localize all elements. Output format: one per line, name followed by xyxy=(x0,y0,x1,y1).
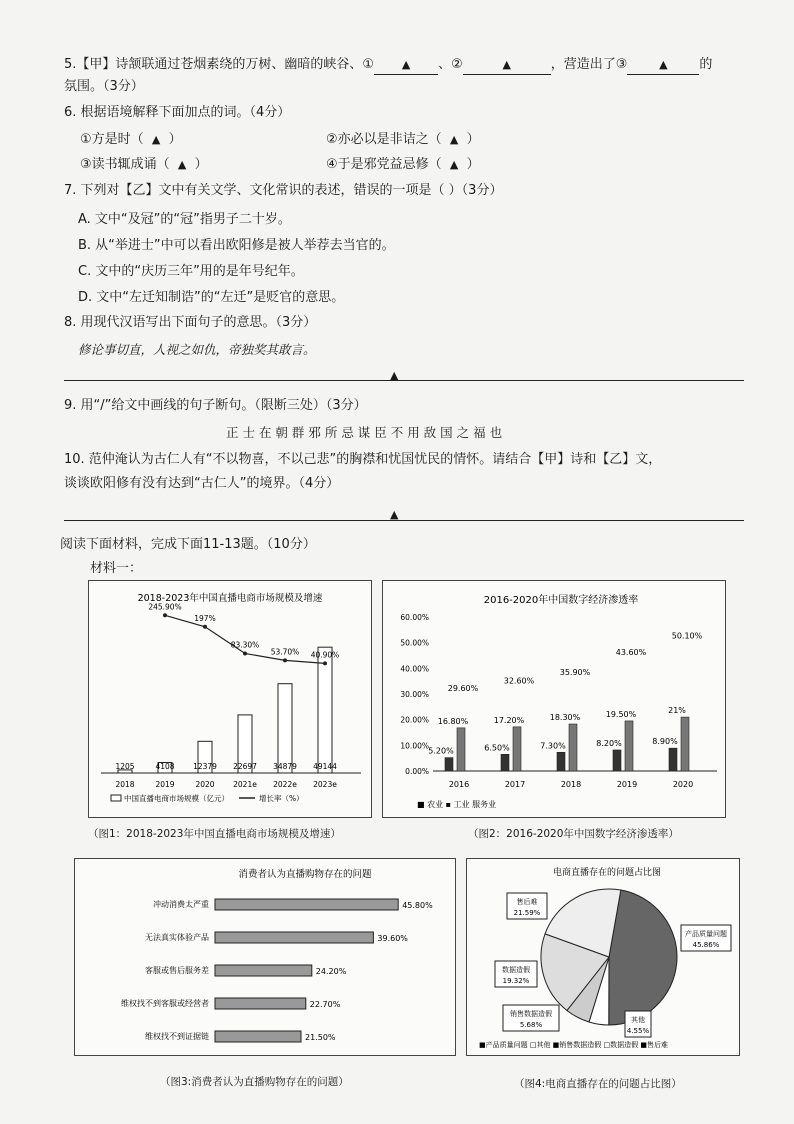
chart-2-data-label: 32.60% xyxy=(503,676,535,686)
chart-1-title: 2018-2023年中国直播电商市场规模及增速 xyxy=(137,593,323,604)
chart-1-x-tick: 2018 xyxy=(115,780,135,789)
chart-1-rate-label: 53.70% xyxy=(270,647,300,657)
chart-2-data-label: 50.10% xyxy=(671,631,703,641)
chart-3-data-label: 22.70% xyxy=(309,1000,341,1009)
fig-3-caption: （图3:消费者认为直播购物存在的问题） xyxy=(160,1076,349,1088)
chart-2-x-tick: 2020 xyxy=(672,780,694,789)
chart-4-title: 电商直播存在的问题占比图 xyxy=(552,868,662,878)
chart-4-slice-value: 19.32% xyxy=(502,977,530,985)
answer-marker-8: ▲ xyxy=(390,369,399,382)
chart-2-data-label: 19.50% xyxy=(605,709,637,719)
question-6: 6. 根据语境解释下面加点的词。（4分） xyxy=(64,105,291,120)
chart-1-rate-label: 83.30% xyxy=(230,640,260,650)
chart-1-panel xyxy=(88,580,372,818)
chart-1-rate-label: 245.90% xyxy=(148,602,182,612)
chart-3-bar xyxy=(215,932,373,943)
question-10-cont: 谈谈欧阳修有没有达到“古仁人”的境界。（4分） xyxy=(64,476,340,491)
q7-option-d: D. 文中“左迁知制诰”的“左迁”是贬官的意思。 xyxy=(78,290,345,305)
chart-4-slice-name: 产品质量问题 xyxy=(685,930,727,938)
chart-2-bar xyxy=(613,750,621,771)
chart-2-bar xyxy=(569,724,577,771)
chart-2-y-tick: 0.00% xyxy=(405,767,429,776)
chart-2-x-tick: 2019 xyxy=(616,780,638,789)
fig-1-caption: （图1：2018-2023年中国直播电商市场规模及增速） xyxy=(88,828,341,840)
chart-2-bar xyxy=(669,748,677,771)
question-8: 8. 用现代汉语写出下面句子的意思。（3分） xyxy=(64,315,317,330)
question-9: 9. 用“/”给文中画线的句子断句。（限断三处）（3分） xyxy=(64,398,367,413)
chart-4-slice-name: 销售数据造假 xyxy=(510,1010,552,1018)
chart-2-y-tick: 20.00% xyxy=(400,715,429,725)
chart-2-bar xyxy=(501,754,509,771)
chart-2-bar xyxy=(557,752,565,771)
chart-3-data-label: 45.80% xyxy=(402,901,433,910)
chart-4-slice-value: 4.55% xyxy=(626,1027,650,1035)
chart-2-y-tick: 30.00% xyxy=(400,690,429,699)
chart-4-legend: ■产品质量问题 □其他 ■销售数据造假 □数据造假 ■售后难 xyxy=(479,1041,668,1049)
chart-1-rate-label: 40.90% xyxy=(310,650,340,660)
chart-2-bar xyxy=(445,758,453,771)
q8-sentence: 修论事切直，人视之如仇，帝独奖其敢言。 xyxy=(78,342,316,357)
answer-line-10[interactable] xyxy=(64,520,744,521)
material-label: 材料一： xyxy=(90,561,143,576)
chart-2-bar xyxy=(513,727,521,771)
chart-2-y-tick: 10.00% xyxy=(400,741,429,751)
chart-1-bar-label: 22697 xyxy=(233,762,257,771)
chart-3-category-label: 客服或售后服务差 xyxy=(145,966,209,975)
chart-3-bar xyxy=(215,965,312,976)
chart-1 xyxy=(89,581,371,817)
chart-2-x-tick: 2017 xyxy=(504,780,526,789)
chart-2-y-tick: 60.00% xyxy=(400,613,429,622)
chart-1-x-tick: 2019 xyxy=(155,780,175,789)
chart-1-rate-label: 197% xyxy=(194,613,216,623)
chart-1-legend-bar: 中国直播电商市场规模（亿元） xyxy=(124,794,229,803)
chart-4-panel xyxy=(466,858,740,1056)
chart-1-bar-label: 12379 xyxy=(193,762,217,771)
q9-sentence: 正 士 在 朝 群 邪 所 忌 谋 臣 不 用 敌 国 之 福 也 xyxy=(226,425,503,440)
q6-option-2: ②亦必以是非诘之（ ▲ ） xyxy=(326,132,480,147)
chart-2-y-tick: 40.00% xyxy=(400,664,429,674)
chart-4-slice-name: 其他 xyxy=(631,1016,645,1024)
q7-option-c: C. 文中的“庆历三年”用的是年号纪年。 xyxy=(78,264,304,279)
chart-1-bar-label: 4108 xyxy=(155,762,175,771)
answer-marker-10: ▲ xyxy=(390,508,399,521)
chart-1-bar xyxy=(278,684,292,773)
q7-option-a: A. 文中“及冠”的“冠”指男子二十岁。 xyxy=(78,212,291,227)
question-10: 10. 范仲淹认为古仁人有“不以物喜，不以己悲”的胸襟和忧国忧民的情怀。请结合【甲】诗和【乙】文， xyxy=(64,452,662,467)
chart-3-bar xyxy=(215,1031,301,1042)
answer-blank-2[interactable]: ▲ xyxy=(463,56,551,75)
chart-1-bar-label: 34879 xyxy=(273,762,297,771)
chart-3-title: 消费者认为直播购物存在的问题 xyxy=(238,869,372,880)
fig-4-caption: （图4:电商直播存在的问题占比图） xyxy=(514,1078,682,1090)
chart-2-title: 2016-2020年中国数字经济渗透率 xyxy=(483,595,639,606)
chart-4-slice-name: 售后难 xyxy=(516,898,538,906)
chart-1-bar-label: 49144 xyxy=(313,762,337,771)
question-5-cont: 氛围。（3分） xyxy=(64,79,144,94)
chart-3-bar xyxy=(215,899,398,910)
chart-2-legend: ■ 农业 ▪ 工业 服务业 xyxy=(417,800,497,809)
chart-2-data-label: 6.50% xyxy=(484,743,510,753)
chart-2 xyxy=(383,581,725,817)
chart-2-data-label: 8.20% xyxy=(596,738,622,748)
chart-3-category-label: 无法真实体验产品 xyxy=(145,933,209,942)
chart-4-slice-value: 45.86% xyxy=(692,941,720,949)
q6-option-1: ①方是时（ ▲ ） xyxy=(80,132,182,147)
chart-3-panel xyxy=(74,858,456,1056)
chart-2-bar xyxy=(625,721,633,771)
chart-1-bar-label: 1205 xyxy=(115,762,135,771)
q6-option-3: ③读书辄成诵（ ▲ ） xyxy=(80,157,208,172)
chart-2-x-tick: 2016 xyxy=(448,780,470,789)
chart-3-data-label: 39.60% xyxy=(377,934,408,943)
chart-2-data-label: 7.30% xyxy=(540,741,566,751)
chart-3 xyxy=(75,859,455,1055)
chart-3-data-label: 21.50% xyxy=(305,1033,336,1042)
chart-4-slice-value: 5.68% xyxy=(519,1021,543,1029)
chart-1-x-tick: 2020 xyxy=(195,780,215,789)
chart-2-x-tick: 2018 xyxy=(560,780,582,789)
chart-2-data-label: 29.60% xyxy=(447,684,479,694)
q7-option-b: B. 从“举进士”中可以看出欧阳修是被人举荐去当官的。 xyxy=(78,238,395,253)
question-7: 7. 下列对【乙】文中有关文学、文化常识的表述，错误的一项是（ ）（3分） xyxy=(64,183,503,198)
chart-3-category-label: 维权找不到证据链 xyxy=(145,1032,209,1041)
chart-4-slice xyxy=(609,890,677,1025)
chart-3-category-label: 维权找不到客服或经营者 xyxy=(121,999,209,1008)
fig-2-caption: （图2：2016-2020年中国数字经济渗透率） xyxy=(468,828,679,840)
chart-4 xyxy=(467,859,739,1055)
chart-1-legend-bar-swatch xyxy=(111,795,121,801)
chart-1-x-tick: 2023e xyxy=(313,780,337,789)
answer-blank-1[interactable]: ▲ xyxy=(374,56,438,75)
chart-2-data-label: 18.30% xyxy=(549,713,581,723)
answer-line-8[interactable] xyxy=(64,380,744,381)
chart-1-legend-line: 增长率（%） xyxy=(259,794,304,803)
q6-option-4: ④于是邪党益忌修（ ▲ ） xyxy=(326,157,480,172)
reading-instruction: 阅读下面材料，完成下面11-13题。（10分） xyxy=(60,537,316,552)
chart-2-data-label: 43.60% xyxy=(615,648,647,658)
chart-2-data-label: 16.80% xyxy=(437,716,469,726)
chart-2-bar xyxy=(457,728,465,771)
chart-1-x-tick: 2021e xyxy=(233,780,257,789)
chart-2-data-label: 8.90% xyxy=(652,737,678,747)
question-5: 5.【甲】诗颔联通过苍烟素绕的万树、幽暗的峡谷、① ▲ 、② ▲ ，营造出了③ ▲ 的 xyxy=(64,56,712,75)
chart-2-y-tick: 50.00% xyxy=(400,638,429,648)
chart-3-bar xyxy=(215,998,306,1009)
chart-2-data-label: 21% xyxy=(668,706,686,716)
answer-blank-3[interactable]: ▲ xyxy=(627,56,699,75)
chart-2-panel xyxy=(382,580,726,818)
chart-2-data-label: 35.90% xyxy=(559,667,591,677)
chart-1-growth-line xyxy=(165,615,325,663)
chart-1-x-tick: 2022e xyxy=(273,780,297,789)
chart-2-data-label: 17.20% xyxy=(493,715,525,725)
chart-3-category-label: 冲动消费太严重 xyxy=(153,900,209,909)
chart-1-bar xyxy=(318,647,332,773)
chart-4-slice-name: 数据造假 xyxy=(502,966,530,974)
chart-4-slice-value: 21.59% xyxy=(513,909,541,917)
chart-2-bar xyxy=(681,717,689,771)
chart-2-data-label: 5.20% xyxy=(428,746,454,756)
chart-3-data-label: 24.20% xyxy=(315,967,347,976)
